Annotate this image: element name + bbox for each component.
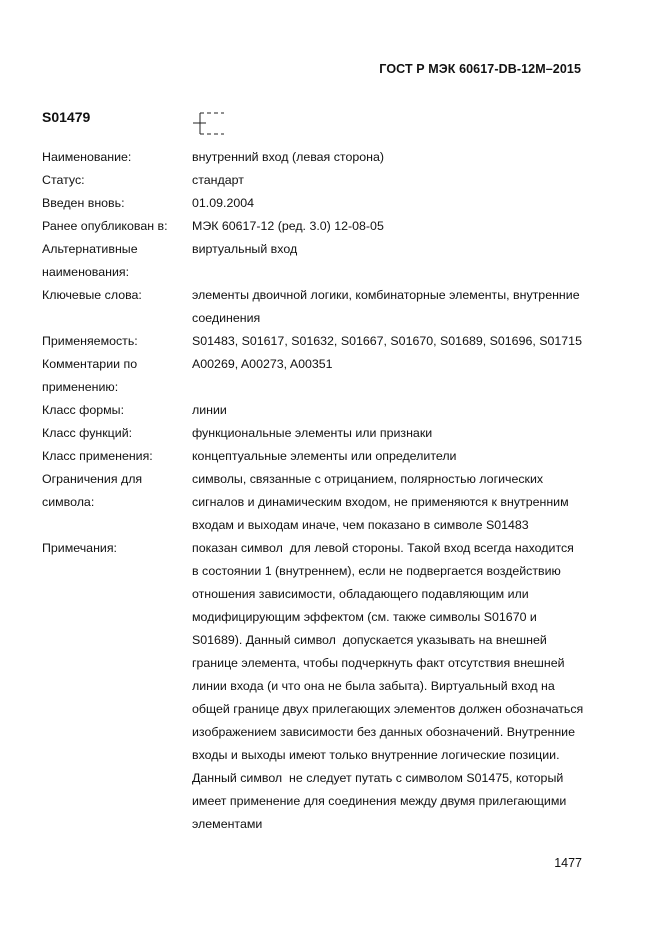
field-row-applicability (42, 330, 622, 353)
field-row-symbol-restrictions (42, 468, 622, 537)
field-label: Ограничения для символа: (42, 472, 143, 509)
field-row-function-class (42, 422, 622, 445)
standard-header: ГОСТ Р МЭК 60617-DB-12М–2015 (379, 62, 581, 76)
field-value: функциональные элементы или признаки (192, 426, 433, 440)
field-row-name (42, 146, 622, 169)
field-label: Статус: (42, 173, 85, 187)
field-value: символы, связанные с отрицанием, полярностью логических сигналов и динамическим входом, не применяются к внутренним входам и выходам иначе, чем показано в символе S01483 (192, 472, 569, 532)
field-row-application-class (42, 445, 622, 468)
field-value: 01.09.2004 (192, 196, 255, 210)
symbol-code: S01479 (42, 109, 91, 125)
field-row-previously-published (42, 215, 622, 238)
field-row-alternative-names (42, 238, 622, 284)
field-value: элементы двоичной логики, комбинаторные элементы, внутренние соединения (192, 288, 580, 325)
field-label: Класс формы: (42, 403, 125, 417)
field-value: МЭК 60617-12 (ред. 3.0) 12-08-05 (192, 219, 384, 233)
field-value: концептуальные элементы или определители (192, 449, 457, 463)
field-row-keywords (42, 284, 622, 330)
field-value: A00269, A00273, A00351 (192, 357, 333, 371)
field-row-notes (42, 537, 622, 836)
field-label: Ключевые слова: (42, 288, 142, 302)
page-number: 1477 (554, 856, 582, 870)
symbol-fields (42, 146, 622, 836)
field-row-shape-class (42, 399, 622, 422)
field-label: Комментарии по применению: (42, 357, 138, 394)
field-value: внутренний вход (левая сторона) (192, 150, 384, 164)
field-row-application-comments (42, 353, 622, 399)
field-value: линии (192, 403, 227, 417)
field-label: Наименование: (42, 150, 132, 164)
field-label: Ранее опубликован в: (42, 219, 168, 233)
field-label: Примечания: (42, 541, 117, 555)
field-value: виртуальный вход (192, 242, 298, 256)
field-row-status (42, 169, 622, 192)
field-label: Применяемость: (42, 334, 138, 348)
field-label: Альтернативные наименования: (42, 242, 138, 279)
field-row-introduced (42, 192, 622, 215)
field-label: Класс применения: (42, 449, 153, 463)
field-value: стандарт (192, 173, 244, 187)
field-value: S01483, S01617, S01632, S01667, S01670, S01689, S01696, S01715 (192, 334, 582, 348)
field-label: Введен вновь: (42, 196, 125, 210)
field-value: показан символ для левой стороны. Такой вход всегда находится в состоянии 1 (внутреннем), если не подвергается воздействию отношения зависимости, обладающего подавляющим или модифицирующим эффектом (см. также символы S01670 и S01689). Данный символ допускается указывать на внешней границе элемента, чтобы подчеркнуть факт отсутствия внешней линии входа (и что она не была забыта). Виртуальный вход на общей границе двух прилегающих элементов должен обозначаться изображением зависимости без данных обозначений. Внутренние входы и выходы имеют только внутренние логические позиции. Данный символ не следует путать с символом S01475, который имеет применение для соединения между двумя прилегающими элементами (192, 541, 584, 831)
field-label: Класс функций: (42, 426, 133, 440)
internal-input-symbol-icon (190, 108, 230, 140)
